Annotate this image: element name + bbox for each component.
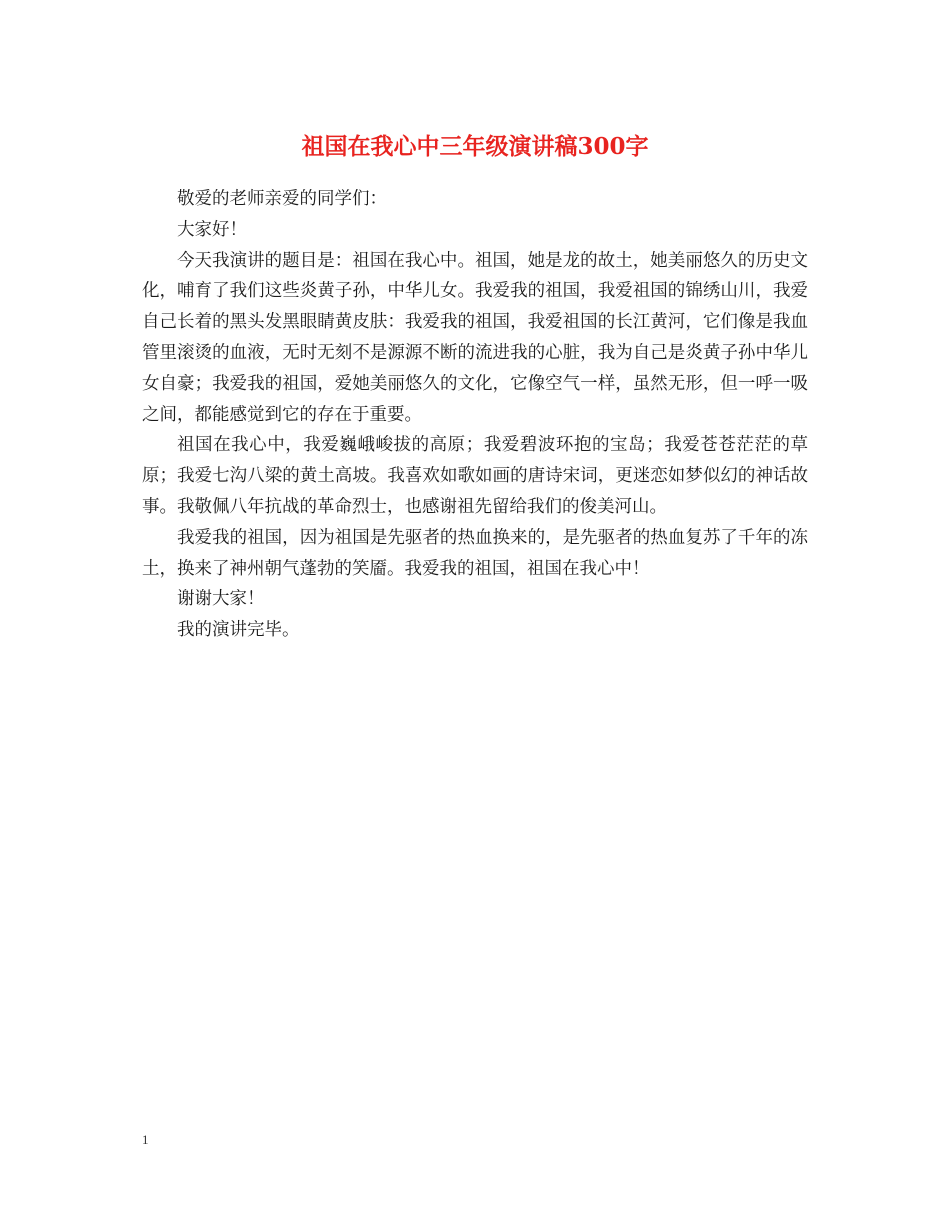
document-body <box>142 180 808 646</box>
paragraph-hello: 大家好！ <box>177 219 247 240</box>
document-title: 祖国在我心中三年级演讲稿300字 <box>301 133 649 160</box>
paragraph-intro: 今天我演讲的题目是：祖国在我心中。祖国，她是龙的故土，她美丽悠久的历史文化，哺育了我们这些炎黄子孙，中华儿女。我爱我的祖国，我爱祖国的锦绣山川，我爱自己长着的黑头发黑眼睛黄皮肤：我爱我的祖国，我爱祖国的长江黄河，它们像是我血管里滚烫的血液，无时无刻不是源源不断的流进我的心脏，我为自己是炎黄子孙中华儿女自豪；我爱我的祖国，爱她美丽悠久的文化，它像空气一样，虽然无形，但一呼一吸之间，都能感觉到它的存在于重要。 <box>142 250 808 425</box>
paragraph-thanks: 谢谢大家！ <box>177 589 265 610</box>
paragraph-love: 我爱我的祖国，因为祖国是先驱者的热血换来的，是先驱者的热血复苏了千年的冻土，换来了神州朝气蓬勃的笑靥。我爱我的祖国，祖国在我心中！ <box>142 527 808 579</box>
paragraph-greeting: 敬爱的老师亲爱的同学们： <box>177 189 387 209</box>
paragraph-landscape: 祖国在我心中，我爱巍峨峻拔的高原；我爱碧波环抱的宝岛；我爱苍苍茫茫的草原；我爱七沟八梁的黄土高坡。我喜欢如歌如画的唐诗宋词，更迷恋如梦似幻的神话故事。我敬佩八年抗战的革命烈士，也感谢祖先留给我们的俊美河山。 <box>142 435 808 517</box>
paragraph-closing: 我的演讲完毕。 <box>177 620 300 641</box>
page-number: 1 <box>142 1132 149 1147</box>
